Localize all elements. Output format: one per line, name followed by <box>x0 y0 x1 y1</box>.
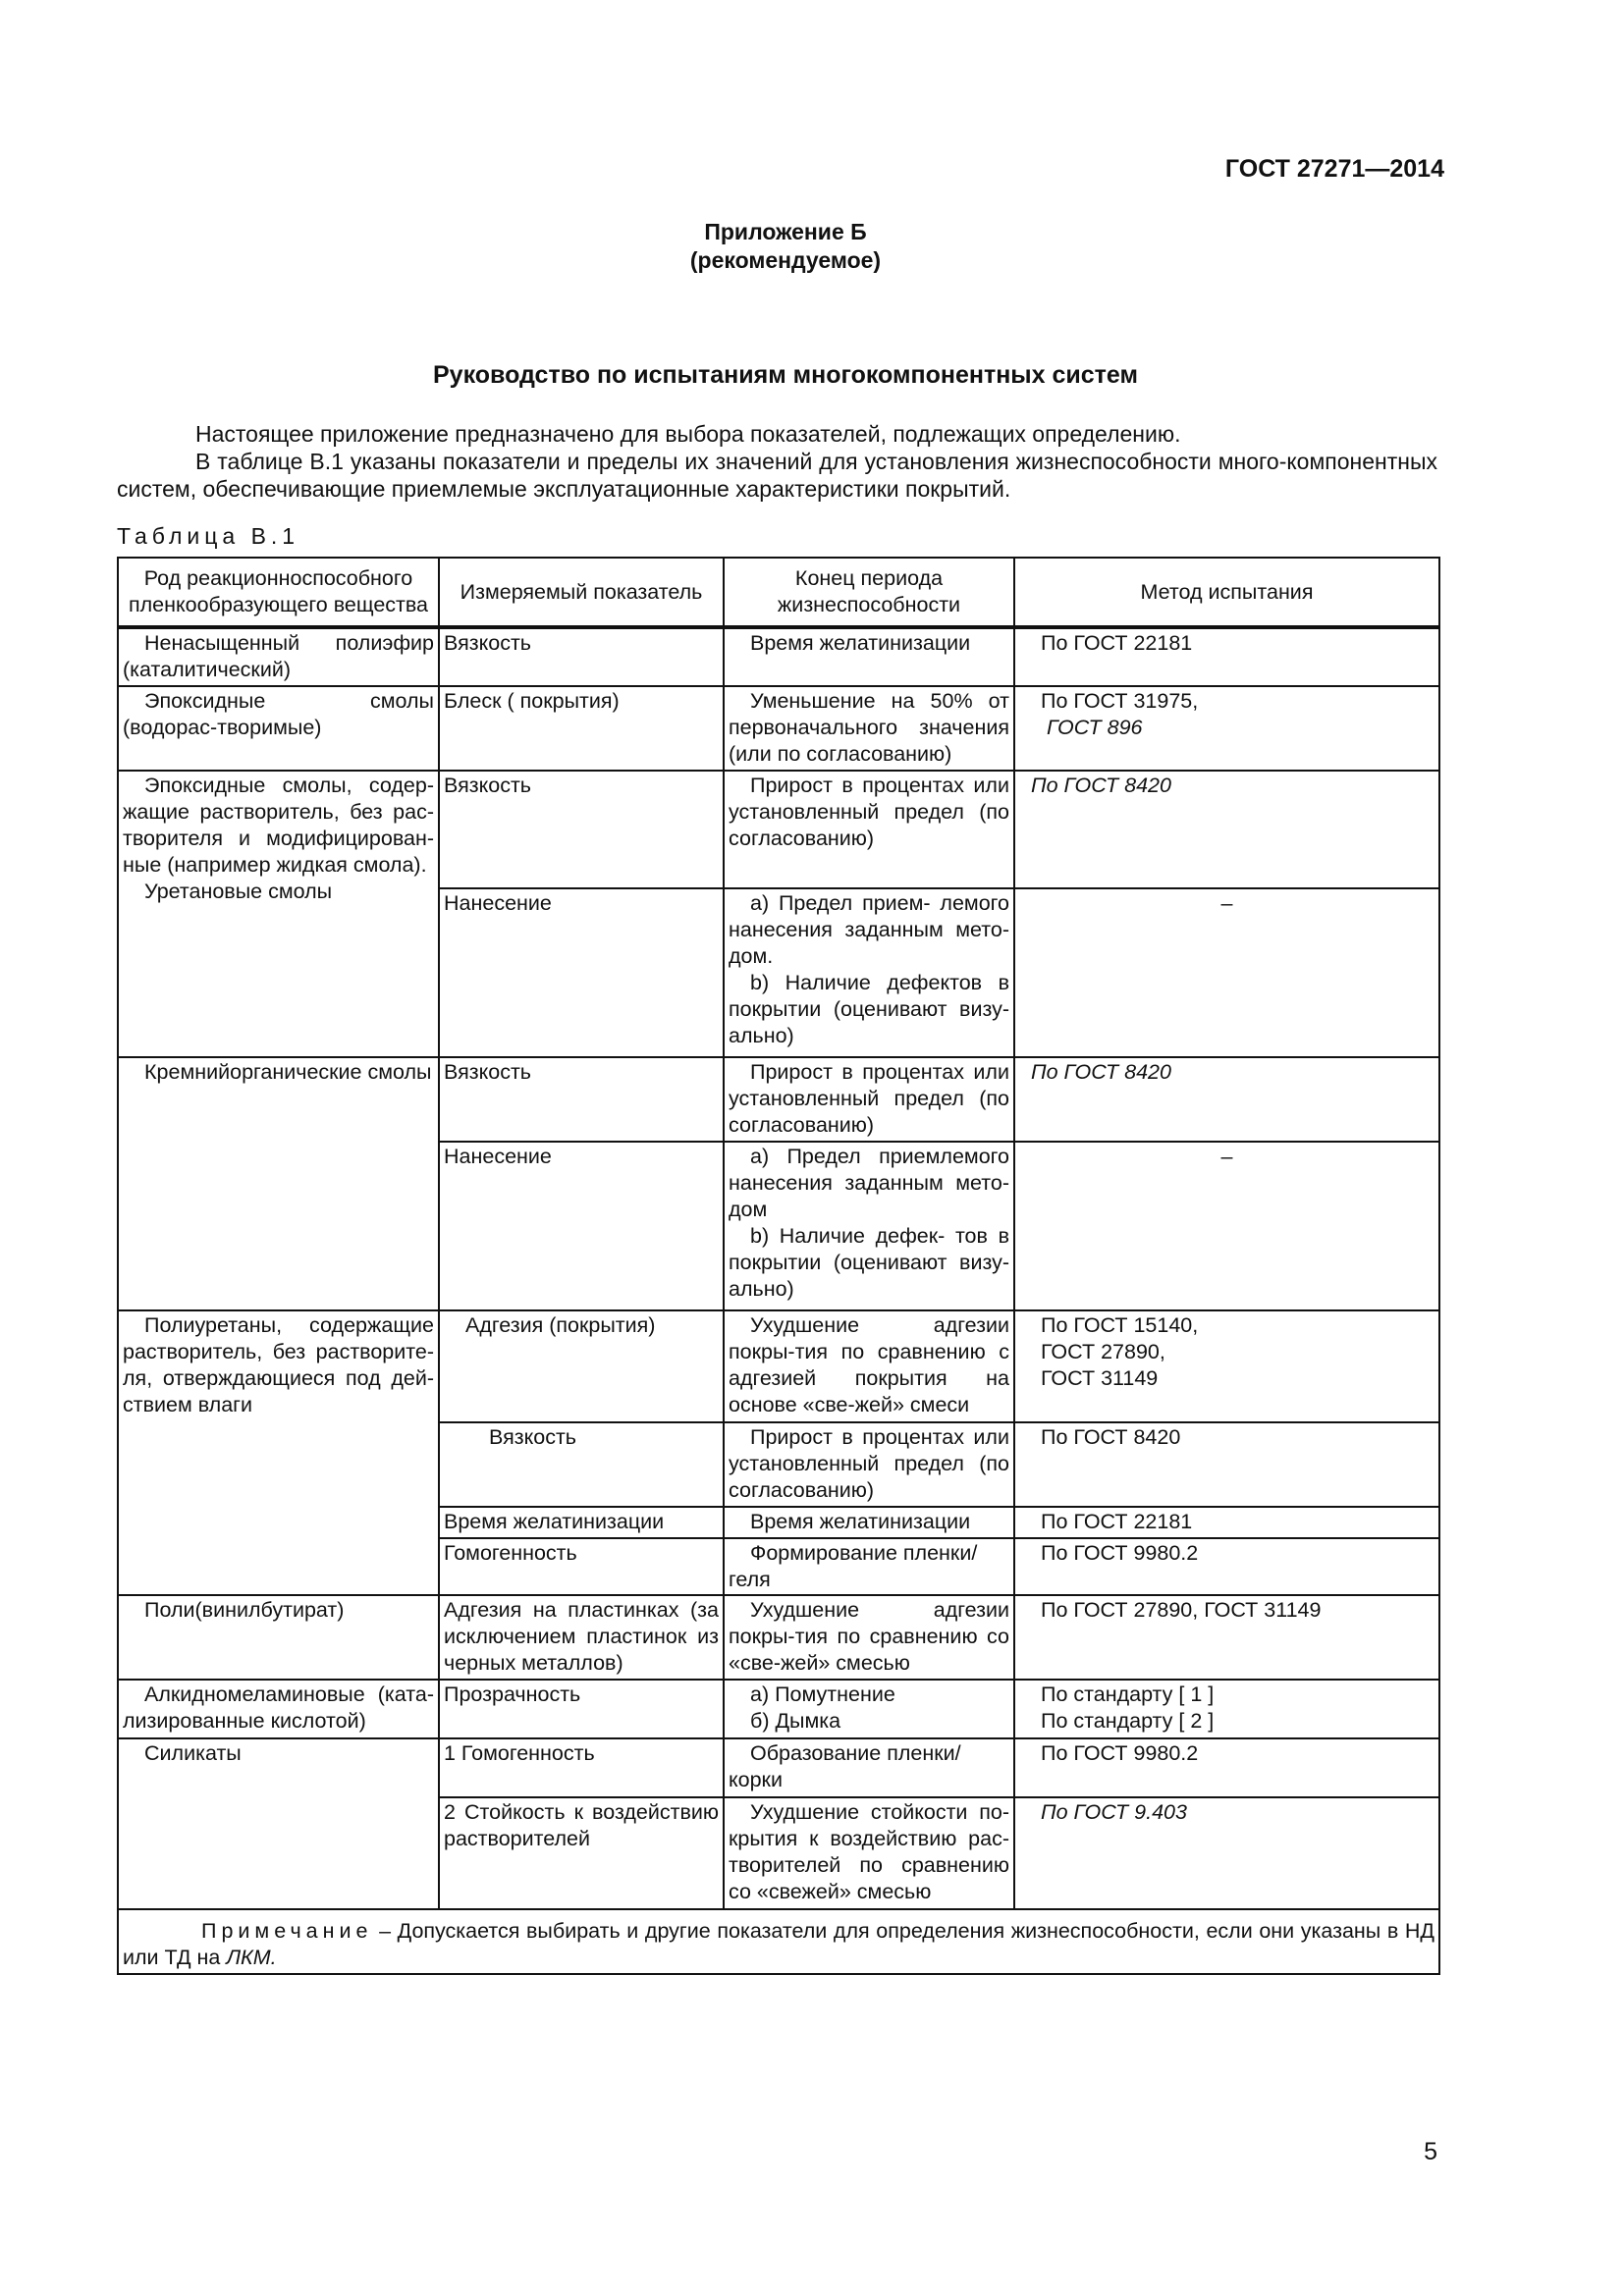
cell-end: Прирост в процентах или установленный предел (по согласованию) <box>724 1422 1014 1507</box>
appendix-subtitle: (рекомендуемое) <box>689 247 882 273</box>
table-note <box>118 1909 1439 1974</box>
cell-end: Ухудшение адгезии покры-тия по сравнению с адгезией покрытия на основе «све-жей» смеси <box>724 1310 1014 1422</box>
cell-substance <box>118 771 439 1057</box>
end-line: b) Наличие дефектов в покрытии (оценивают визу-ально) <box>729 971 1009 1047</box>
cell-end: Образование пленки/корки <box>724 1738 1014 1797</box>
cell-end: Ухудшение стойкости по-крытия к воздействию рас-творителей по сравнению со «свежей» смесью <box>724 1797 1014 1909</box>
cell-method: По ГОСТ 9.403 <box>1014 1797 1439 1909</box>
cell-indicator: Блеск ( покрытия) <box>439 686 724 771</box>
table-note-row <box>118 1909 1439 1974</box>
cell-method: – <box>1014 888 1439 1057</box>
end-line: б) Дымка <box>750 1709 841 1733</box>
cell-method: По ГОСТ 22181 <box>1014 1507 1439 1538</box>
section-heading: Руководство по испытаниям многокомпонентных систем <box>433 361 1138 389</box>
table-row <box>118 627 1439 686</box>
table-row <box>118 771 1439 888</box>
cell-end <box>724 888 1014 1057</box>
cell-indicator: Вязкость <box>439 1422 724 1507</box>
substance-line: Эпоксидные смолы, содер-жащие растворитель, без рас-творителя и модифицирован-ные (например жидкая смола). <box>123 774 434 877</box>
cell-method: По ГОСТ 9980.2 <box>1014 1538 1439 1595</box>
table-row <box>118 1057 1439 1142</box>
method-line: ГОСТ 896 <box>1047 716 1143 739</box>
cell-method: По ГОСТ 27890, ГОСТ 31149 <box>1014 1595 1439 1680</box>
note-text: – Допускается выбирать и другие показатели для определения жизнеспособности, если они указаны в НД или ТД на <box>123 1919 1435 1969</box>
method-line: ГОСТ 31149 <box>1041 1366 1159 1390</box>
lifetime-table <box>117 557 1440 1975</box>
cell-method <box>1014 1310 1439 1422</box>
cell-indicator: Прозрачность <box>439 1680 724 1738</box>
table-row <box>118 1738 1439 1797</box>
table-row <box>118 1680 1439 1738</box>
cell-substance: Алкидномеламиновые (ката-лизированные кислотой) <box>118 1680 439 1738</box>
table-row <box>118 686 1439 771</box>
cell-indicator: Вязкость <box>439 627 724 686</box>
cell-indicator: Адгезия на пластинках (за исключением пластинок из черных металлов) <box>439 1595 724 1680</box>
cell-indicator: Вязкость <box>439 1057 724 1142</box>
header-indicator: Измеряемый показатель <box>439 558 724 627</box>
method-line: ГОСТ 27890, <box>1041 1340 1165 1363</box>
cell-end <box>724 1142 1014 1310</box>
cell-substance: Кремнийорганические смолы <box>118 1057 439 1310</box>
standard-designation: ГОСТ 27271—2014 <box>1224 155 1444 183</box>
cell-substance: Полиуретаны, содержащие растворитель, без растворите-ля, отверждающиеся под дей-ствием влаги <box>118 1310 439 1595</box>
page-number: 5 <box>1424 2138 1437 2165</box>
cell-end: Время желатинизации <box>724 1507 1014 1538</box>
cell-method <box>1014 686 1439 771</box>
table-row <box>118 1310 1439 1422</box>
appendix-title: Приложение Б <box>704 219 867 244</box>
intro-paragraph-2: В таблице В.1 указаны показатели и пределы их значений для установления жизнеспособности много-компонентных систем, обеспечивающие приемлемые эксплуатационные характеристики покрытий. <box>117 449 1437 502</box>
substance-line: Уретановые смолы <box>144 880 333 903</box>
cell-substance: Силикаты <box>118 1738 439 1909</box>
end-line: а) Предел прием- лемого нанесения заданным мето-дом. <box>729 891 1009 968</box>
table-caption: Таблица В.1 <box>117 523 300 549</box>
cell-end: Ухудшение адгезии покры-тия по сравнению со «све-жей» смесью <box>724 1595 1014 1680</box>
cell-method: По ГОСТ 8420 <box>1014 771 1439 888</box>
header-substance: Род реакционноспособного пленкообразующего вещества <box>118 558 439 627</box>
method-line: По стандарту [ 1 ] <box>1041 1682 1215 1706</box>
cell-method: По ГОСТ 9980.2 <box>1014 1738 1439 1797</box>
intro-paragraph-1: Настоящее приложение предназначено для выбора показателей, подлежащих определению. <box>195 421 1181 447</box>
cell-method: По ГОСТ 22181 <box>1014 627 1439 686</box>
cell-indicator: Нанесение <box>439 888 724 1057</box>
table-header-row <box>118 558 1439 627</box>
header-method: Метод испытания <box>1014 558 1439 627</box>
header-end-of-life: Конец периода жизнеспособности <box>724 558 1014 627</box>
end-line: а) Помутнение <box>750 1682 895 1706</box>
cell-indicator: Гомогенность <box>439 1538 724 1595</box>
cell-indicator: Вязкость <box>439 771 724 888</box>
cell-end: Время желатинизации <box>724 627 1014 686</box>
cell-substance: Поли(винилбутират) <box>118 1595 439 1680</box>
cell-indicator: Адгезия (покрытия) <box>439 1310 724 1422</box>
cell-method: По ГОСТ 8420 <box>1014 1422 1439 1507</box>
method-line: По ГОСТ 31975, <box>1041 689 1199 713</box>
cell-end <box>724 1680 1014 1738</box>
intro-text <box>117 420 1437 503</box>
cell-substance: Ненасыщенный полиэфир (каталитический) <box>118 627 439 686</box>
note-label: Примечание <box>201 1919 373 1943</box>
cell-method: – <box>1014 1142 1439 1310</box>
table-row <box>118 1595 1439 1680</box>
cell-method <box>1014 1680 1439 1738</box>
method-line: По ГОСТ 15140, <box>1041 1313 1199 1337</box>
end-line: b) Наличие дефек- тов в покрытии (оценивают визу-ально) <box>729 1224 1009 1301</box>
cell-end: Прирост в процентах или установленный предел (по согласованию) <box>724 771 1014 888</box>
method-line: По стандарту [ 2 ] <box>1041 1709 1215 1733</box>
note-abbr: ЛКМ. <box>226 1946 277 1969</box>
cell-substance: Эпоксидные смолы (водорас-творимые) <box>118 686 439 771</box>
end-line: а) Предел приемлемого нанесения заданным мето-дом <box>729 1145 1009 1221</box>
cell-indicator: Нанесение <box>439 1142 724 1310</box>
cell-indicator: Время желатинизации <box>439 1507 724 1538</box>
cell-indicator: 1 Гомогенность <box>439 1738 724 1797</box>
cell-indicator: 2 Стойкость к воздействию растворителей <box>439 1797 724 1909</box>
cell-end: Уменьшение на 50% от первоначального значения (или по согласованию) <box>724 686 1014 771</box>
cell-end: Формирование пленки/геля <box>724 1538 1014 1595</box>
cell-method: По ГОСТ 8420 <box>1014 1057 1439 1142</box>
cell-end: Прирост в процентах или установленный предел (по согласованию) <box>724 1057 1014 1142</box>
appendix-heading <box>0 218 1571 275</box>
